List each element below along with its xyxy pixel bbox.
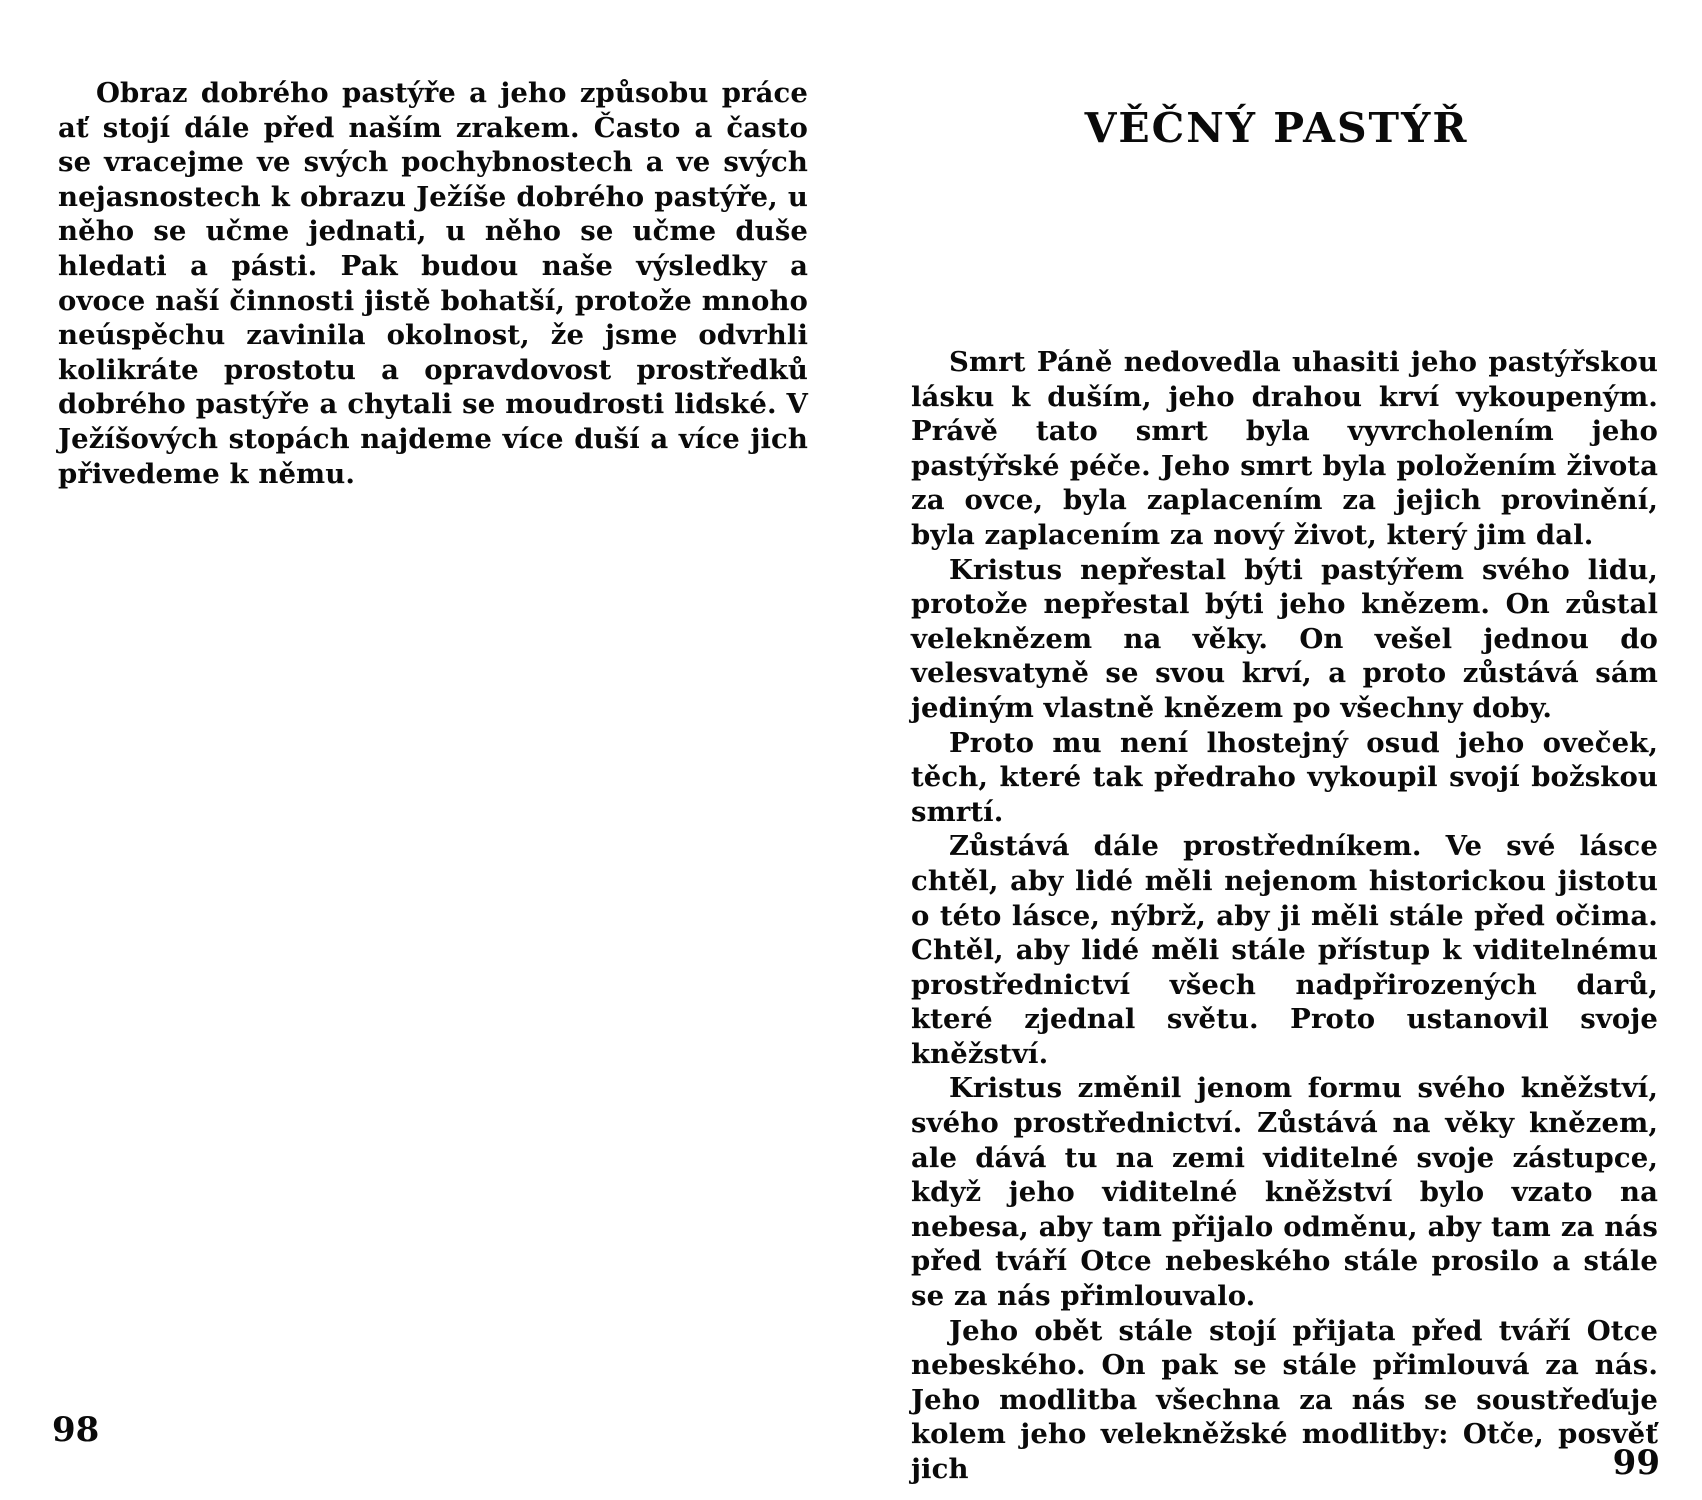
left-page-body: [58, 76, 808, 491]
page-number-left: 98: [52, 1410, 100, 1450]
right-page-body: [911, 345, 1658, 1487]
page-number-right: 99: [1612, 1443, 1660, 1483]
right-paragraph-5: Kristus změnil jenom formu svého kněžství, svého prostřednictví. Zůstává na věky knězem, ale dává tu na zemi viditelné svoje zástupce, když jeho viditelné kněžství bylo vzato na nebesa, aby tam přijalo odměnu, aby tam za nás před tváří Otce nebeského stále prosilo a stále se za nás přimlouvalo.: [911, 1072, 1658, 1313]
right-paragraph-6: Jeho obět stále stojí přijata před tváří Otce nebeského. On pak se stále přimlouvá za nás. Jeho modlitba všechna za nás se soustřeďuje kolem jeho velekněžské modlitby: Otče, posvěť jich: [911, 1314, 1658, 1485]
right-paragraph-1: Smrt Páně nedovedla uhasiti jeho pastýřskou lásku k duším, jeho drahou krví vykoupeným. Právě tato smrt byla vyvrcholením jeho pastýřské péče. Jeho smrt byla položením života za ovce, byla zaplacením za jejich provinění, byla zaplacením za nový život, který jim dal.: [911, 346, 1658, 551]
right-page: [851, 0, 1702, 1500]
left-paragraph-1: Obraz dobrého pastýře a jeho způsobu práce ať stojí dále před naším zrakem. Často a často se vracejme ve svých pochybnostech a ve svých nejasnostech k obrazu Ježíše dobrého pastýře, u něho se učme jednati, u něho se učme duše hledati a pásti. Pak budou naše výsledky a ovoce naší činnosti jistě bohatší, protože mnoho neúspěchu zavinila okolnost, že jsme odvrhli kolikráte prostotu a opravdovost prostředků dobrého pastýře a chytali se moudrosti lidské. V Ježíšových stopách najdeme více duší a více jich přivedeme k němu.: [58, 77, 808, 490]
right-paragraph-3: Proto mu není lhostejný osud jeho oveček, těch, které tak předraho vykoupil svojí božskou smrtí.: [911, 726, 1658, 828]
chapter-title: VĚČNÝ PASTÝŘ: [1084, 104, 1469, 152]
right-paragraph-2: Kristus nepřestal býti pastýřem svého lidu, protože nepřestal býti jeho knězem. On zůstal veleknězem na věky. On vešel jednou do velesvatyně se svou krví, a proto zůstává sám jediným vlastně knězem po všechny doby.: [911, 553, 1658, 724]
right-paragraph-4: Zůstává dále prostředníkem. Ve své lásce chtěl, aby lidé měli nejenom historickou jistotu o této lásce, nýbrž, aby ji měli stále před očima. Chtěl, aby lidé měli stále přístup k viditelnému prostřednictví všech nadpřirozených darů, které zjednal světu. Proto ustanovil svoje kněžství.: [911, 830, 1658, 1070]
